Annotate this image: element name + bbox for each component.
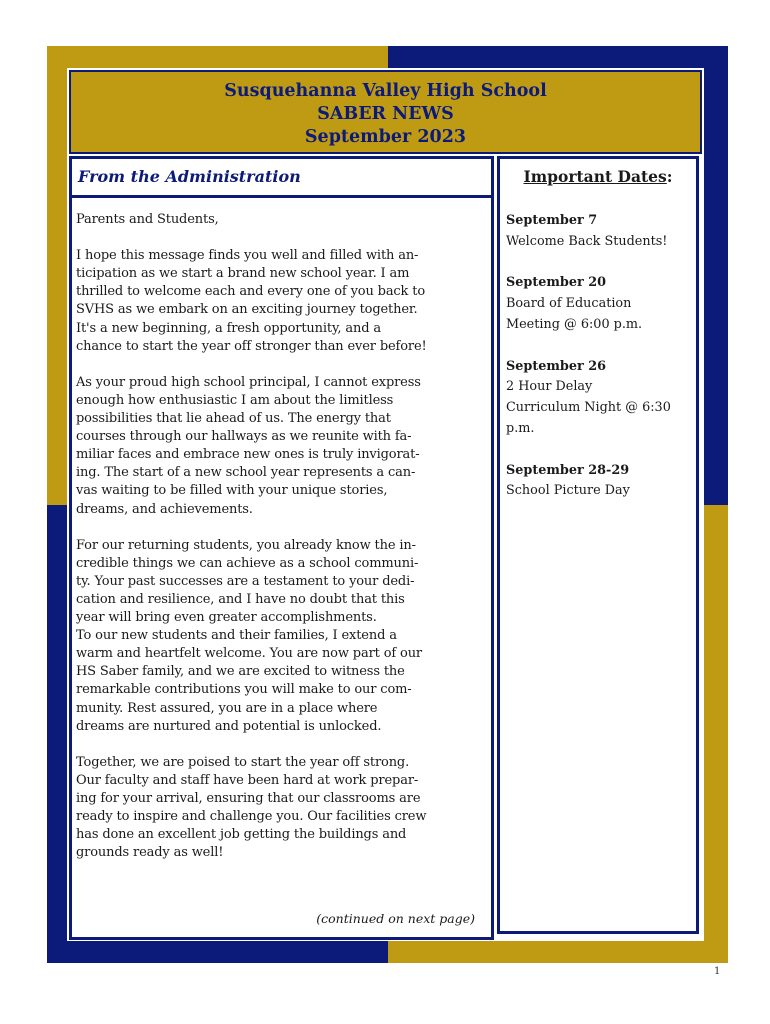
date-title: September 20 [506, 275, 607, 291]
principal-letter [76, 211, 486, 862]
date-description: p.m. [506, 420, 535, 436]
letter-line: To our new students and their families, I extend a [76, 628, 397, 644]
letter-line: vas waiting to be filled with your unique stories, [76, 483, 388, 499]
issue-date: September 2023 [304, 127, 467, 147]
letter-line: enough how enthusiastic I am about the limitless [76, 392, 394, 408]
school-name: Susquehanna Valley High School [224, 81, 547, 101]
letter-line: has done an excellent job getting the buildings and [76, 827, 407, 843]
letter-line: chance to start the year off stronger than ever before! [76, 338, 427, 354]
letter-paragraph [76, 537, 486, 736]
important-dates-heading [500, 167, 696, 186]
letter-line: possibilities that lie ahead of us. The energy that [76, 411, 391, 427]
important-dates-title: Important Dates [523, 167, 667, 186]
letter-line: HS Saber family, and we are excited to witness the [76, 664, 405, 680]
letter-line: dreams, and achievements. [76, 501, 253, 517]
letter-line: It's a new beginning, a fresh opportunity, and a [76, 320, 381, 336]
date-entry [506, 211, 694, 253]
letter-line: credible things we can achieve as a school communi- [76, 555, 419, 571]
letter-line: Our faculty and staff have been hard at work prepar- [76, 772, 419, 788]
letter-line: grounds ready as well! [76, 845, 224, 861]
date-description: 2 Hour Delay [506, 379, 593, 395]
important-dates-sidebar [497, 156, 699, 934]
date-title: September 26 [506, 358, 607, 374]
letter-line: cation and resilience, and I have no doubt that this [76, 591, 405, 607]
letter-line: ty. Your past successes are a testament to your dedi- [76, 573, 415, 589]
letter-line: ticipation as we start a brand new school year. I am [76, 266, 410, 282]
date-entry [506, 273, 694, 335]
important-dates-colon: : [666, 167, 673, 186]
newsletter-title: SABER NEWS [317, 104, 454, 124]
letter-line: ready to inspire and challenge you. Our facilities crew [76, 809, 427, 825]
letter-paragraph [76, 754, 486, 863]
date-description: School Picture Day [506, 483, 630, 499]
letter-line: ing for your arrival, ensuring that our classrooms are [76, 791, 421, 806]
date-title: September 7 [506, 213, 598, 228]
date-description: Meeting @ 6:00 p.m. [506, 316, 643, 332]
letter-line: courses through our hallways as we reunite with fa- [76, 429, 412, 445]
letter-line: warm and heartfelt welcome. You are now part of our [76, 646, 422, 662]
paragraph-gap [76, 519, 486, 537]
date-entry [506, 357, 694, 440]
administration-heading-bar [72, 159, 491, 198]
administration-column [69, 156, 494, 940]
letter-paragraph [76, 374, 486, 519]
paragraph-gap [76, 736, 486, 754]
continued-note: (continued on next page) [316, 911, 475, 926]
letter-line: I hope this message finds you well and filled with an- [76, 248, 419, 264]
paragraph-gap [76, 229, 486, 247]
letter-line: munity. Rest assured, you are in a place where [76, 700, 378, 716]
letter-line: ing. The start of a new school year represents a can- [76, 465, 416, 481]
newsletter-masthead [69, 70, 702, 154]
letter-line: dreams are nurtured and potential is unlocked. [76, 718, 382, 734]
letter-line: miliar faces and embrace new ones is truly invigorat- [76, 447, 420, 463]
letter-paragraph [76, 211, 486, 229]
letter-paragraph [76, 247, 486, 356]
letter-line: For our returning students, you already know the in- [76, 537, 416, 553]
letter-line: year will bring even greater accomplishments. [76, 610, 377, 626]
paragraph-gap [76, 356, 486, 374]
date-description: Welcome Back Students! [506, 233, 668, 249]
administration-heading: From the Administration [78, 167, 301, 186]
letter-line: remarkable contributions you will make to our com- [76, 682, 412, 698]
letter-line: Parents and Students, [76, 212, 219, 227]
date-description: Board of Education [506, 296, 632, 312]
letter-line: As your proud high school principal, I cannot express [76, 374, 421, 390]
important-dates-list [506, 211, 694, 523]
letter-line: thrilled to welcome each and every one of you back to [76, 284, 426, 300]
date-description: Curriculum Night @ 6:30 [506, 400, 671, 416]
date-title: September 28-29 [506, 462, 630, 478]
letter-line: Together, we are poised to start the year off strong. [76, 754, 410, 770]
date-entry [506, 461, 694, 503]
page-number: 1 [714, 966, 721, 977]
letter-line: SVHS as we embark on an exciting journey together. [76, 302, 418, 318]
